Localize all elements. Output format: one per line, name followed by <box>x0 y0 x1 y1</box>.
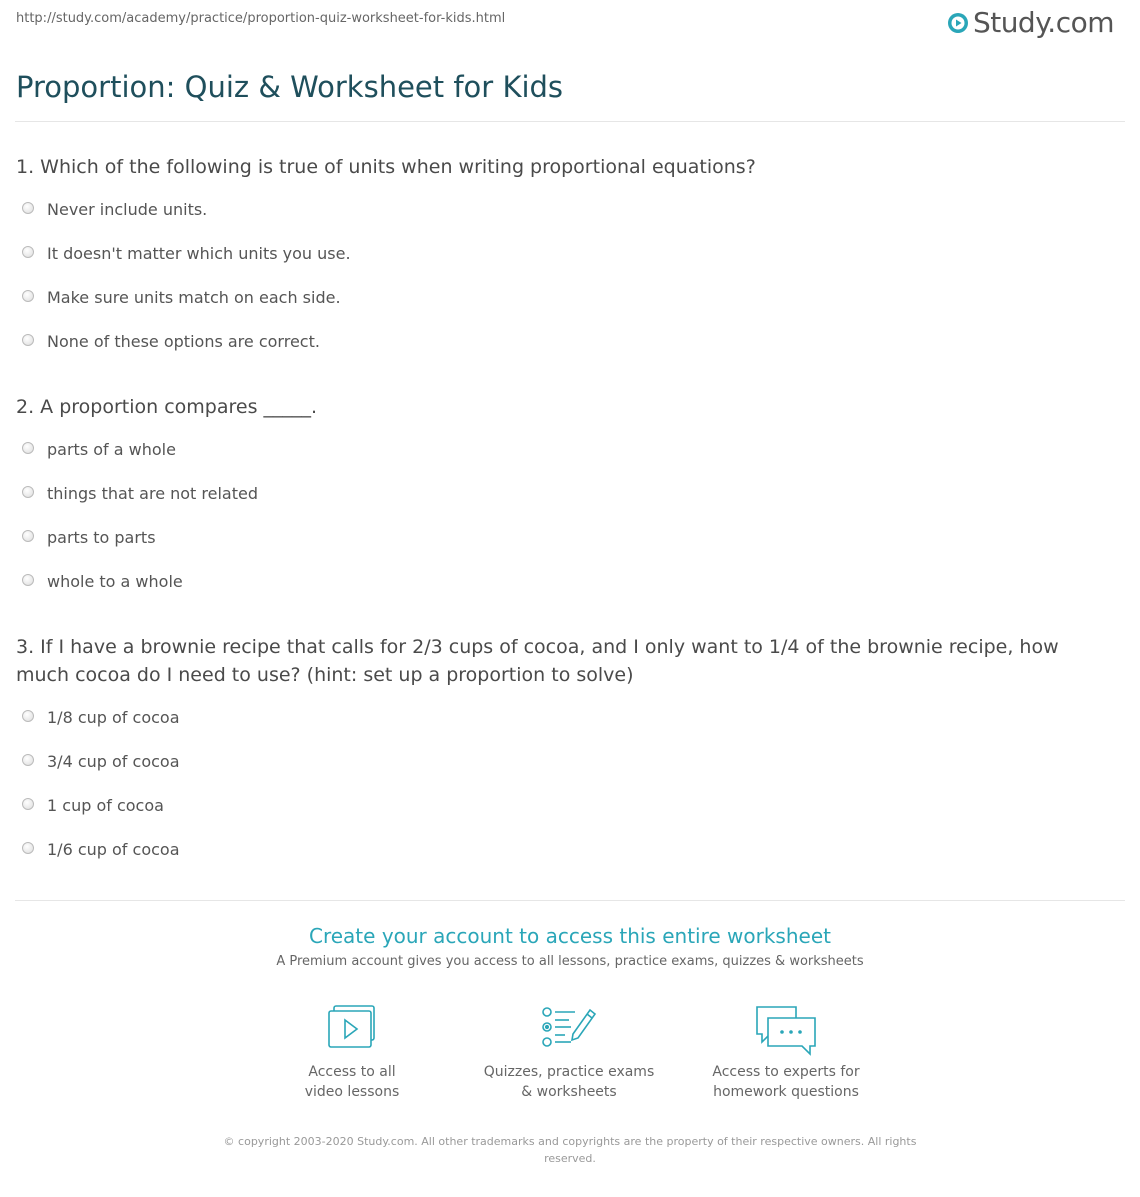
copyright: © copyright 2003-2020 Study.com. All other trademarks and copyrights are the property of their respective owners. All rights reserved. <box>223 1135 917 1165</box>
question-3: 3. If I have a brownie recipe that calls for 2/3 cups of cocoa, and I only want to 1/4 of the brownie recipe, how much cocoa do I need to use? (hint: set up a proportion to solve) <box>16 636 1059 686</box>
video-lessons-icon <box>325 1004 379 1050</box>
q3-choice-c[interactable] <box>22 796 164 815</box>
choice-label: Make sure units match on each side. <box>47 288 341 307</box>
q2-choice-b[interactable] <box>22 484 258 503</box>
radio-button[interactable] <box>22 202 34 214</box>
q1-choice-d[interactable] <box>22 332 320 351</box>
question-2: 2. A proportion compares _____. <box>16 396 318 418</box>
choice-label: 3/4 cup of cocoa <box>47 752 180 771</box>
cta-subtitle: A Premium account gives you access to all lessons, practice exams, quizzes & worksheets <box>276 954 864 969</box>
feature-label-line1: Access to experts for <box>712 1064 860 1080</box>
radio-button[interactable] <box>22 798 34 810</box>
q3-choice-a[interactable] <box>22 708 180 727</box>
choice-label: 1/6 cup of cocoa <box>47 840 180 859</box>
q2-choice-a[interactable] <box>22 440 176 459</box>
feature-quizzes <box>469 1004 669 1102</box>
choice-label: whole to a whole <box>47 572 183 591</box>
radio-button[interactable] <box>22 246 34 258</box>
choice-label: It doesn't matter which units you use. <box>47 244 351 263</box>
feature-label-line1: Access to all <box>308 1064 396 1080</box>
feature-video-lessons <box>252 1004 452 1102</box>
choice-label: 1/8 cup of cocoa <box>47 708 180 727</box>
title-divider <box>15 121 1125 122</box>
feature-label-line2: video lessons <box>304 1084 400 1100</box>
feature-label-line1: Quizzes, practice exams <box>483 1064 655 1080</box>
choice-label: Never include units. <box>47 200 208 219</box>
page-title: Proportion: Quiz & Worksheet for Kids <box>16 70 564 104</box>
radio-button[interactable] <box>22 574 34 586</box>
radio-button[interactable] <box>22 842 34 854</box>
radio-button[interactable] <box>22 334 34 346</box>
question-1: 1. Which of the following is true of units when writing proportional equations? <box>16 156 756 178</box>
radio-button[interactable] <box>22 754 34 766</box>
page-url: http://study.com/academy/practice/proportion-quiz-worksheet-for-kids.html <box>16 11 506 26</box>
q3-choice-b[interactable] <box>22 752 180 771</box>
q2-choice-c[interactable] <box>22 528 156 547</box>
quiz-checklist-icon <box>541 1004 597 1050</box>
choice-label: None of these options are correct. <box>47 332 320 351</box>
radio-button[interactable] <box>22 530 34 542</box>
choice-label: things that are not related <box>47 484 258 503</box>
cta-divider <box>15 900 1125 901</box>
radio-button[interactable] <box>22 486 34 498</box>
q1-choice-c[interactable] <box>22 288 341 307</box>
radio-button[interactable] <box>22 710 34 722</box>
study-logo[interactable] <box>947 6 1114 39</box>
q1-choice-b[interactable] <box>22 244 351 263</box>
feature-label-line2: homework questions <box>713 1084 859 1100</box>
cta-title[interactable]: Create your account to access this entire worksheet <box>309 924 831 948</box>
q1-choice-a[interactable] <box>22 200 207 219</box>
choice-label: parts of a whole <box>47 440 176 459</box>
choice-label: parts to parts <box>47 528 156 547</box>
play-circle-icon <box>947 12 969 34</box>
chat-experts-icon <box>754 1004 818 1056</box>
feature-label-line2: & worksheets <box>521 1084 617 1100</box>
q2-choice-d[interactable] <box>22 572 183 591</box>
radio-button[interactable] <box>22 442 34 454</box>
choice-label: 1 cup of cocoa <box>47 796 164 815</box>
logo-text: Study.com <box>972 6 1114 39</box>
radio-button[interactable] <box>22 290 34 302</box>
feature-experts <box>686 1004 886 1102</box>
q3-choice-d[interactable] <box>22 840 180 859</box>
